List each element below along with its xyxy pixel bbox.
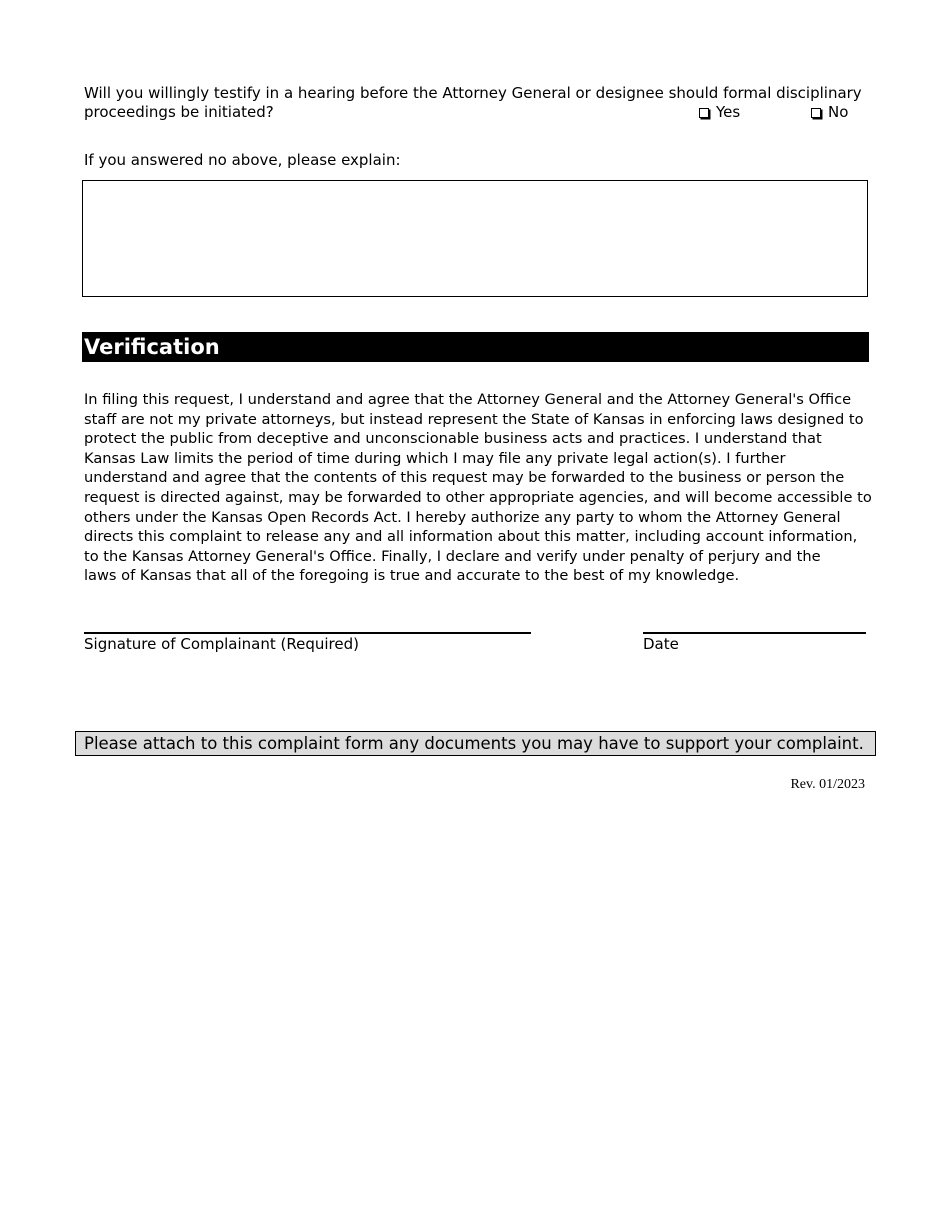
- signature-line[interactable]: [84, 632, 531, 634]
- verification-line: understand and agree that the contents of this request may be forwarded to the business or person the: [84, 469, 845, 487]
- verification-heading: Verification: [82, 332, 869, 362]
- testify-question-line1: Will you willingly testify in a hearing before the Attorney General or designee should formal disciplinary: [84, 84, 862, 102]
- verification-line: protect the public from deceptive and unconscionable business acts and practices. I understand that: [84, 430, 822, 448]
- explain-label: If you answered no above, please explain:: [84, 151, 401, 169]
- verification-line: others under the Kansas Open Records Act. I hereby authorize any party to whom the Attorney General: [84, 508, 841, 526]
- verification-line: request is directed against, may be forwarded to other appropriate agencies, and will become accessible to: [84, 488, 872, 506]
- verification-line: Kansas Law limits the period of time during which I may file any private legal action(s). I further: [84, 449, 786, 467]
- verification-line: to the Kansas Attorney General's Office. Finally, I declare and verify under penalty of perjury and the: [84, 547, 821, 565]
- date-line[interactable]: [643, 632, 866, 634]
- verification-paragraph: [84, 390, 874, 586]
- verification-line: staff are not my private attorneys, but instead represent the State of Kansas in enforcing laws designed to: [84, 410, 864, 428]
- verification-line: In filing this request, I understand and agree that the Attorney General and the Attorney General's Office: [84, 391, 852, 408]
- revision-date: Rev. 01/2023: [790, 777, 865, 792]
- testify-yes-option[interactable]: [699, 103, 740, 122]
- date-label: Date: [643, 635, 679, 653]
- explain-textarea[interactable]: [82, 180, 868, 297]
- yes-checkbox-icon[interactable]: [699, 108, 709, 118]
- testify-no-label: No: [828, 103, 849, 121]
- testify-yes-label: Yes: [716, 103, 741, 121]
- verification-line: laws of Kansas that all of the foregoing is true and accurate to the best of my knowledge.: [84, 567, 740, 585]
- testify-question-line2: proceedings be initiated?: [84, 103, 274, 121]
- attach-documents-note: Please attach to this complaint form any documents you may have to support your complaint.: [75, 731, 876, 756]
- signature-label: Signature of Complainant (Required): [84, 635, 359, 653]
- testify-no-option[interactable]: [811, 103, 848, 122]
- no-checkbox-icon[interactable]: [811, 108, 821, 118]
- verification-line: directs this complaint to release any and all information about this matter, including account information,: [84, 528, 858, 546]
